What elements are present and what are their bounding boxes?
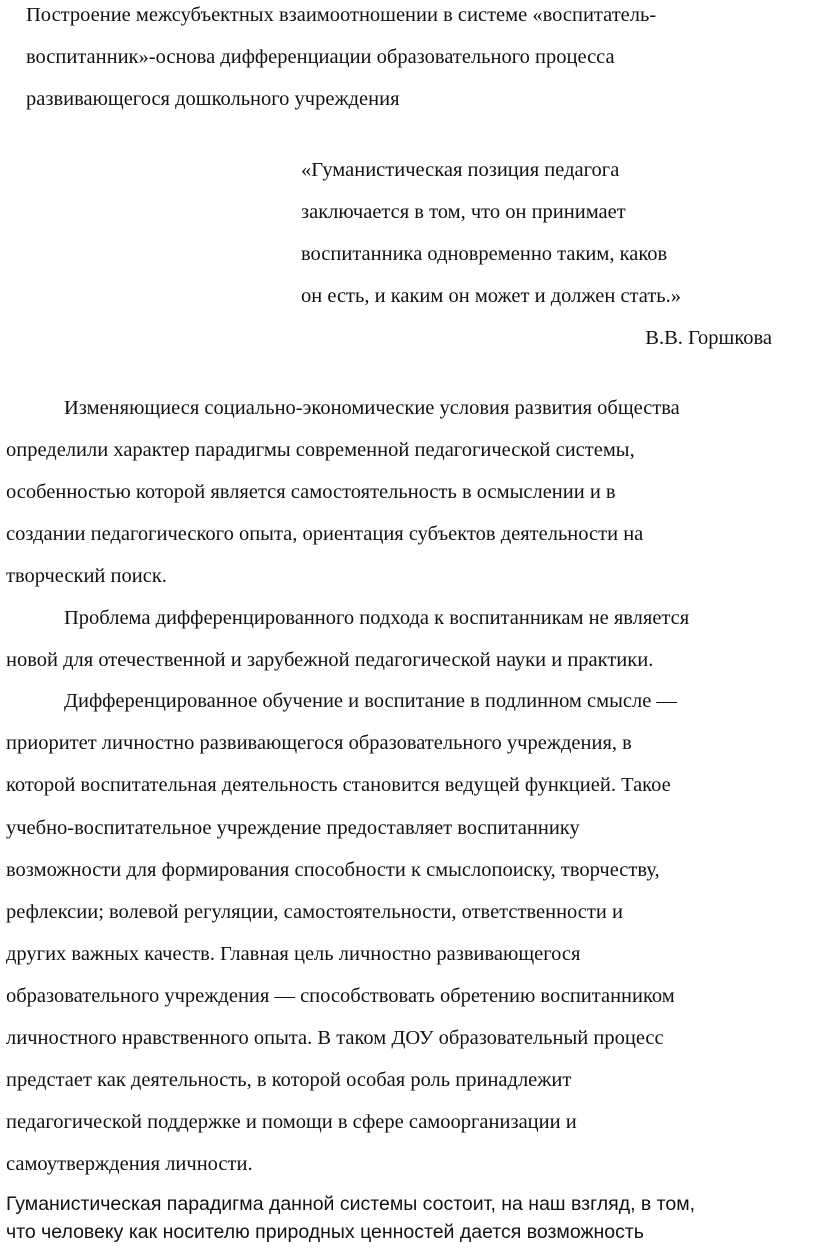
paragraph-line: образовательного учреждения — способствовать обретению воспитанником	[6, 985, 675, 1007]
paragraph-line: предстает как деятельность, в которой особая роль принадлежит	[6, 1069, 572, 1091]
paragraph-line: что человеку как носителю природных ценностей дается возможность	[6, 1221, 644, 1243]
paragraph-line: Дифференцированное обучение и воспитание в подлинном смысле —	[64, 690, 677, 712]
epigraph-line: «Гуманистическая позиция педагога	[301, 159, 620, 181]
paragraph-line: приоритет личностно развивающегося образовательного учреждения, в	[6, 732, 632, 754]
paragraph-line: личностного нравственного опыта. В таком ДОУ образовательный процесс	[6, 1027, 664, 1049]
paragraph-line: возможности для формирования способности к смыслопоиску, творчеству,	[6, 859, 660, 881]
paragraph-line: создании педагогического опыта, ориентация субъектов деятельности на	[6, 523, 644, 545]
title-line: развивающегося дошкольного учреждения	[26, 88, 400, 110]
title-line: Построение межсубъектных взаимоотношении в системе «воспитатель-	[26, 4, 657, 26]
epigraph-line: заключается в том, что он принимает	[301, 201, 626, 223]
paragraph-line: особенностью которой является самостоятельность в осмыслении и в	[6, 481, 616, 503]
paragraph-line: учебно-воспитательное учреждение предоставляет воспитаннику	[6, 817, 580, 839]
paragraph-line: которой воспитательная деятельность становится ведущей функцией. Такое	[6, 774, 671, 796]
paragraph-line: творческий поиск.	[6, 565, 167, 587]
paragraph-line: Гуманистическая парадигма данной системы состоит, на наш взгляд, в том,	[6, 1193, 696, 1215]
paragraph-line: рефлексии; волевой регуляции, самостоятельности, ответственности и	[6, 901, 623, 923]
title-line: воспитанник»-основа дифференциации образовательного процесса	[26, 46, 615, 68]
paragraph-line: Проблема дифференцированного подхода к воспитанникам не является	[64, 607, 690, 629]
paragraph-line: других важных качеств. Главная цель личностно развивающегося	[6, 943, 581, 965]
paragraph-line: определили характер парадигмы современной педагогической системы,	[6, 439, 635, 461]
paragraph-line: Изменяющиеся социально-экономические условия развития общества	[64, 397, 680, 419]
paragraph-line: педагогической поддержке и помощи в сфере самоорганизации и	[6, 1111, 577, 1133]
epigraph-line: он есть, и каким он может и должен стать.»	[301, 285, 682, 307]
epigraph-author: В.В. Горшкова	[645, 327, 772, 349]
epigraph-line: воспитанника одновременно таким, каков	[301, 243, 668, 265]
paragraph-line: самоутверждения личности.	[6, 1153, 253, 1175]
paragraph-line: новой для отечественной и зарубежной педагогической науки и практики.	[6, 649, 654, 671]
